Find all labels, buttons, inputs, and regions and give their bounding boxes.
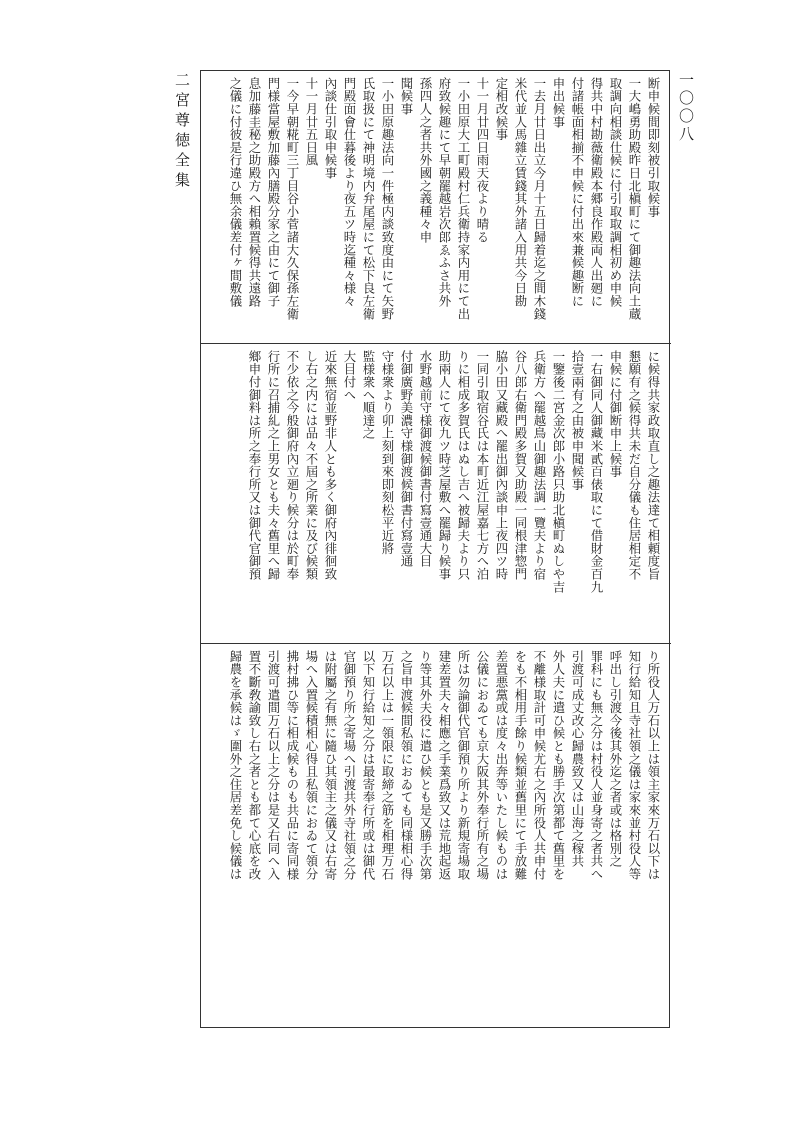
page-number: 一〇〇八 — [677, 72, 695, 144]
text-column: 門殿面會仕暮後より夜五ツ時迄種々様々 — [342, 77, 357, 308]
text-column: り所役人万石以上は領主家來万石以下は — [646, 650, 661, 881]
text-column: し右之内には品々不屆之所業に及び候類 — [304, 350, 319, 581]
text-column: りに相成多賀氏はぬし吉へ被歸夫より只 — [456, 350, 471, 581]
text-column: 助兩人にて夜九ツ時芝屋敷へ罷歸り候事 — [437, 350, 452, 581]
text-section-1 — [201, 71, 671, 341]
text-column: 一大嶋勇助殿昨日北槇町にて御趣法向土蔵 — [627, 77, 642, 321]
text-column: 十一月廿四日雨天夜より晴る — [475, 77, 490, 244]
text-column: 断申候間即刻被引取候事 — [646, 77, 661, 218]
text-column: 引渡可遣間万石以上之分は是又右同へ入 — [266, 650, 281, 881]
text-column: 外人夫に遣ひ候とも勝手次第都て舊里を — [551, 650, 566, 881]
text-section-3 — [201, 643, 671, 1027]
text-column: 一同引取宿谷氏は本町近江屋嘉七方へ泊 — [475, 350, 490, 581]
text-column: 內談仕引取申候事 — [323, 77, 338, 180]
text-column: 引渡可成丈改心歸農致又は山海之稼共 — [570, 650, 585, 868]
text-column: 谷八郎右衛門殿多賀又助殿一同根津惣門 — [513, 350, 528, 581]
running-header-title: 二宮尊徳全集 — [173, 72, 191, 192]
text-column: に候得共家政取直し之趣法達て相頼度旨 — [646, 350, 661, 581]
text-column: 米代並人馬雜立賃錢其外諸入用共今日勘 — [513, 77, 528, 308]
text-column: 鄉申付御料は所之奉行所又は御代官御預 — [247, 350, 262, 581]
text-column: り等其外夫役に遣ひ候とも是又勝手次第 — [418, 650, 433, 881]
text-column: 一去月廿日出立今月十五日歸着迄之間木錢 — [532, 77, 547, 321]
text-column: 守様衆より卯上刻到來即刻松平近將 — [380, 350, 395, 555]
text-column: 所は勿論御代官御預り所より新規寄場取 — [456, 650, 471, 881]
text-column: 府致候趣にて早朝罷越岩次郎ゑふさ共外 — [437, 77, 452, 308]
text-column: 付御廣野美濃守様御渡候御書付寫壹通 — [399, 350, 414, 568]
text-column: 近來無宿並野非人とも多く御府內徘徊致 — [323, 350, 338, 581]
text-column: 一右御同人御藏米貳百俵取にて借財金百九 — [589, 350, 604, 594]
text-column: 之儀に付彼是行違ひ無余儀差付ヶ間敷儀 — [228, 77, 243, 308]
text-column: 以下知行給知之分は最寄奉行所或は御代 — [361, 650, 376, 881]
text-column: 十一月廿五日風 — [304, 77, 319, 167]
text-column: 之旨申渡候間私領におゐても同様相心得 — [399, 650, 414, 881]
text-column: 申候に付御断申上候事 — [608, 350, 623, 478]
text-column: 息加藤圭秘之助殿方へ相賴置候得共遠路 — [247, 77, 262, 308]
text-column: 場へ入置候積相心得且私領におゐて領分 — [304, 650, 319, 881]
text-column: 置不斷敎諭致し右之者とも都て心底を改 — [247, 650, 262, 881]
text-column: 一小田原趣法向一件極内談致度由にて矢野 — [380, 77, 395, 321]
text-column: 一鑒後二宮金次郎小路只助北槇町ぬしや吉 — [551, 350, 566, 594]
text-column: 歸農を承候はゞ圍外之住居差免し候儀は — [228, 650, 243, 881]
text-column: 一小田原大工町殿村仁兵衛持家内用にて出 — [456, 77, 471, 321]
text-column: 得共中村勘薇衛殿本郷良作殿両人出𢌞に — [589, 77, 604, 308]
text-column: 拾壹兩有之由被申聞候事 — [570, 350, 585, 491]
text-column: 孫四人之者共外國之義種々申 — [418, 77, 433, 244]
text-column: 門様當屋敷加藤內膳殿分家之由にて御子 — [266, 77, 281, 308]
text-column: は附屬之有無に隨ひ其領主之儀又は右寄 — [323, 650, 338, 881]
text-column: 付諸帳面相揃不申候に付出來兼候趣断に — [570, 77, 585, 308]
text-column: 行所に召捕糺之上男女とも夫々舊里へ歸 — [266, 350, 281, 581]
text-column: 不離様取計可申候尤右之內所役人共申付 — [532, 650, 547, 881]
text-section-2 — [201, 343, 671, 641]
text-column: 拂村拂ひ等に相成候ものも共品に寄同様 — [285, 650, 300, 881]
text-column: 氏取扱にて神明境内弁尾屋にて松下良左衛 — [361, 77, 376, 321]
text-column: 不少依之今般御府內立廻り候分は於町奉 — [285, 350, 300, 581]
text-column: 官御預り所之寄場へ引渡共外寺社領之分 — [342, 650, 357, 881]
text-column: 監様衆へ順達之 — [361, 350, 376, 440]
text-column: 兵衛方へ罷越鳥山御趣法調一覽夫より宿 — [532, 350, 547, 581]
text-column: 一今早朝糀町三丁目谷小菅諸大久保孫左衛 — [285, 77, 300, 321]
text-column: 水野越前守様御渡候御書付寫壹通大目 — [418, 350, 433, 568]
text-column: 知行給知且寺社領之儀は家來並村役人等 — [627, 650, 642, 881]
text-column: 懇願有之候得共未だ自分儀も住居相定不 — [627, 350, 642, 581]
text-column: 差置悪黨或は度々出奔等いたし候ものは — [494, 650, 509, 881]
text-column: 大目付へ — [342, 350, 357, 402]
text-column: 罪科にも無之分は村役人並身寄之者共へ — [589, 650, 604, 881]
text-column: 公儀におゐても京大阪其外奉行所有之場 — [475, 650, 490, 881]
text-column: 取調向相談仕候に付引取取調相初め申候 — [608, 77, 623, 308]
text-column: 万石以上は一領限に取締之筋を相理万石 — [380, 650, 395, 881]
text-column: 定相改候事 — [494, 77, 509, 141]
text-column: をも不相用手餘り候類並舊里にて手放難 — [513, 650, 528, 881]
page-frame — [200, 70, 670, 1028]
text-column: 申出候事 — [551, 77, 566, 129]
text-column: 脇小田又藏殿へ罷出御內談申上夜四ツ時 — [494, 350, 509, 581]
text-column: 建差置夫々相應之手業爲致又は荒地起返 — [437, 650, 452, 881]
text-column: 呼出し引渡今後其外迄之者或は格別之 — [608, 650, 623, 868]
text-column: 聞候事 — [399, 77, 414, 116]
